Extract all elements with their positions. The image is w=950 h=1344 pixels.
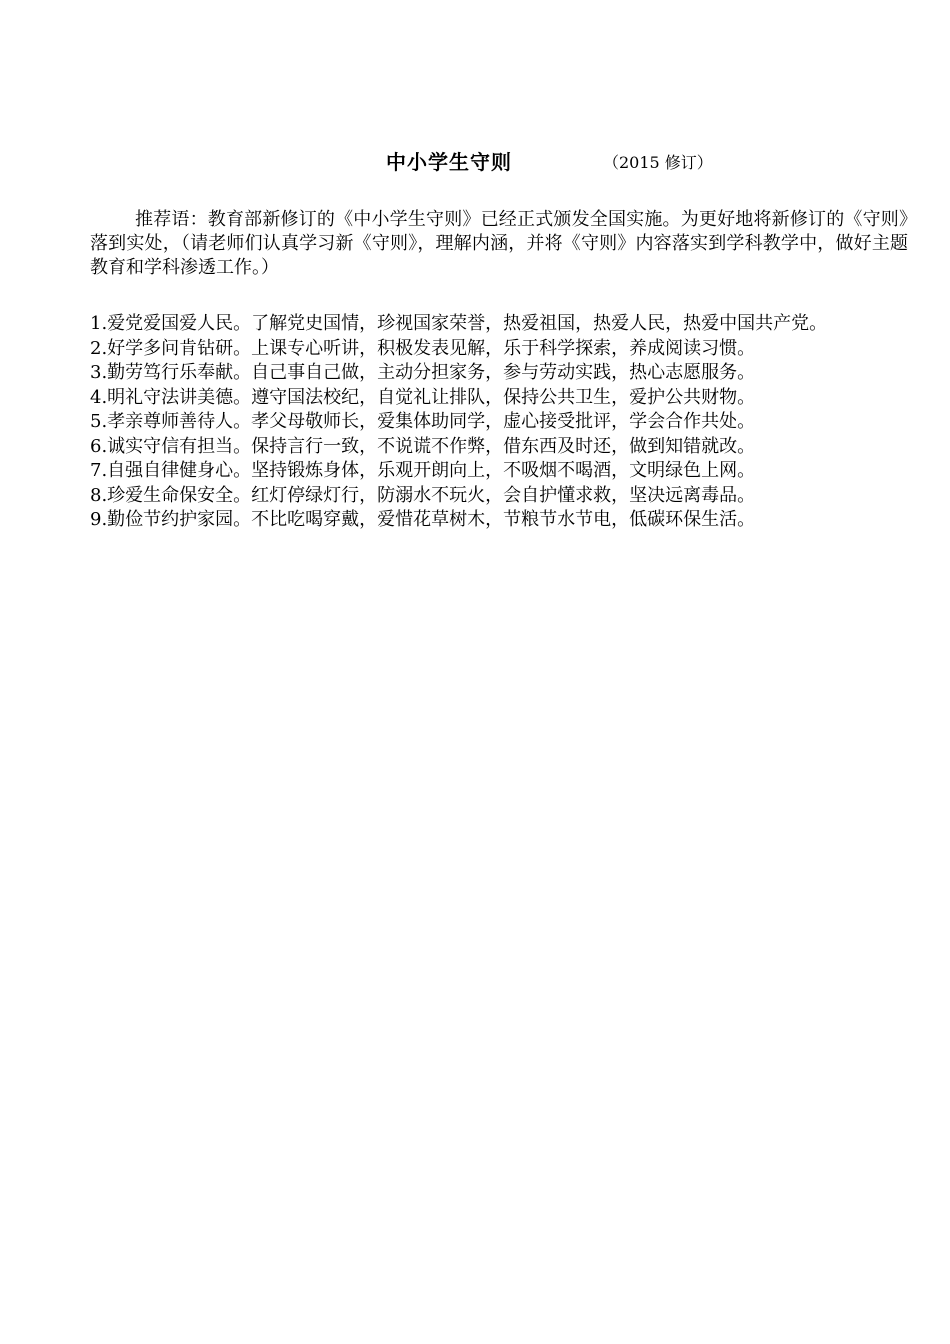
rule-item-1: 1.爱党爱国爱人民。了解党史国情，珍视国家荣誉，热爱祖国，热爱人民，热爱中国共产党。 xyxy=(90,313,828,334)
rule-item-5: 5.孝亲尊师善待人。孝父母敬师长，爱集体助同学，虚心接受批评，学会合作共处。 xyxy=(90,411,756,432)
intro-paragraph: 推荐语：教育部新修订的《中小学生守则》已经正式颁发全国实施。为更好地将新修订的《守则》落到实处，（请老师们认真学习新《守则》，理解内涵，并将《守则》内容落实到学科教学中，做好主题教育和学科渗透工作。） xyxy=(90,209,908,278)
document-title: 中小学生守则 xyxy=(386,150,512,174)
rule-item-2: 2.好学多问肯钻研。上课专心听讲，积极发表见解，乐于科学探索，养成阅读习惯。 xyxy=(90,337,756,359)
rule-item-9: 9.勤俭节约护家园。不比吃喝穿戴，爱惜花草树木，节粮节水节电，低碳环保生活。 xyxy=(90,509,756,530)
rule-item-7: 7.自强自律健身心。坚持锻炼身体，乐观开朗向上，不吸烟不喝酒，文明绿色上网。 xyxy=(90,460,756,481)
rule-item-4: 4.明礼守法讲美德。遵守国法校纪，自觉礼让排队，保持公共卫生，爱护公共财物。 xyxy=(90,386,756,408)
title-row xyxy=(0,146,950,178)
rule-item-3: 3.勤劳笃行乐奉献。自己事自己做，主动分担家务，参与劳动实践，热心志愿服务。 xyxy=(90,362,756,383)
rules-list xyxy=(90,312,908,533)
rule-item-8: 8.珍爱生命保安全。红灯停绿灯行，防溺水不玩火，会自护懂求救，坚决远离毒品。 xyxy=(90,484,756,506)
document-subtitle: （2015 修订） xyxy=(603,153,713,172)
rule-item-6: 6.诚实守信有担当。保持言行一致，不说谎不作弊，借东西及时还，做到知错就改。 xyxy=(90,435,756,457)
